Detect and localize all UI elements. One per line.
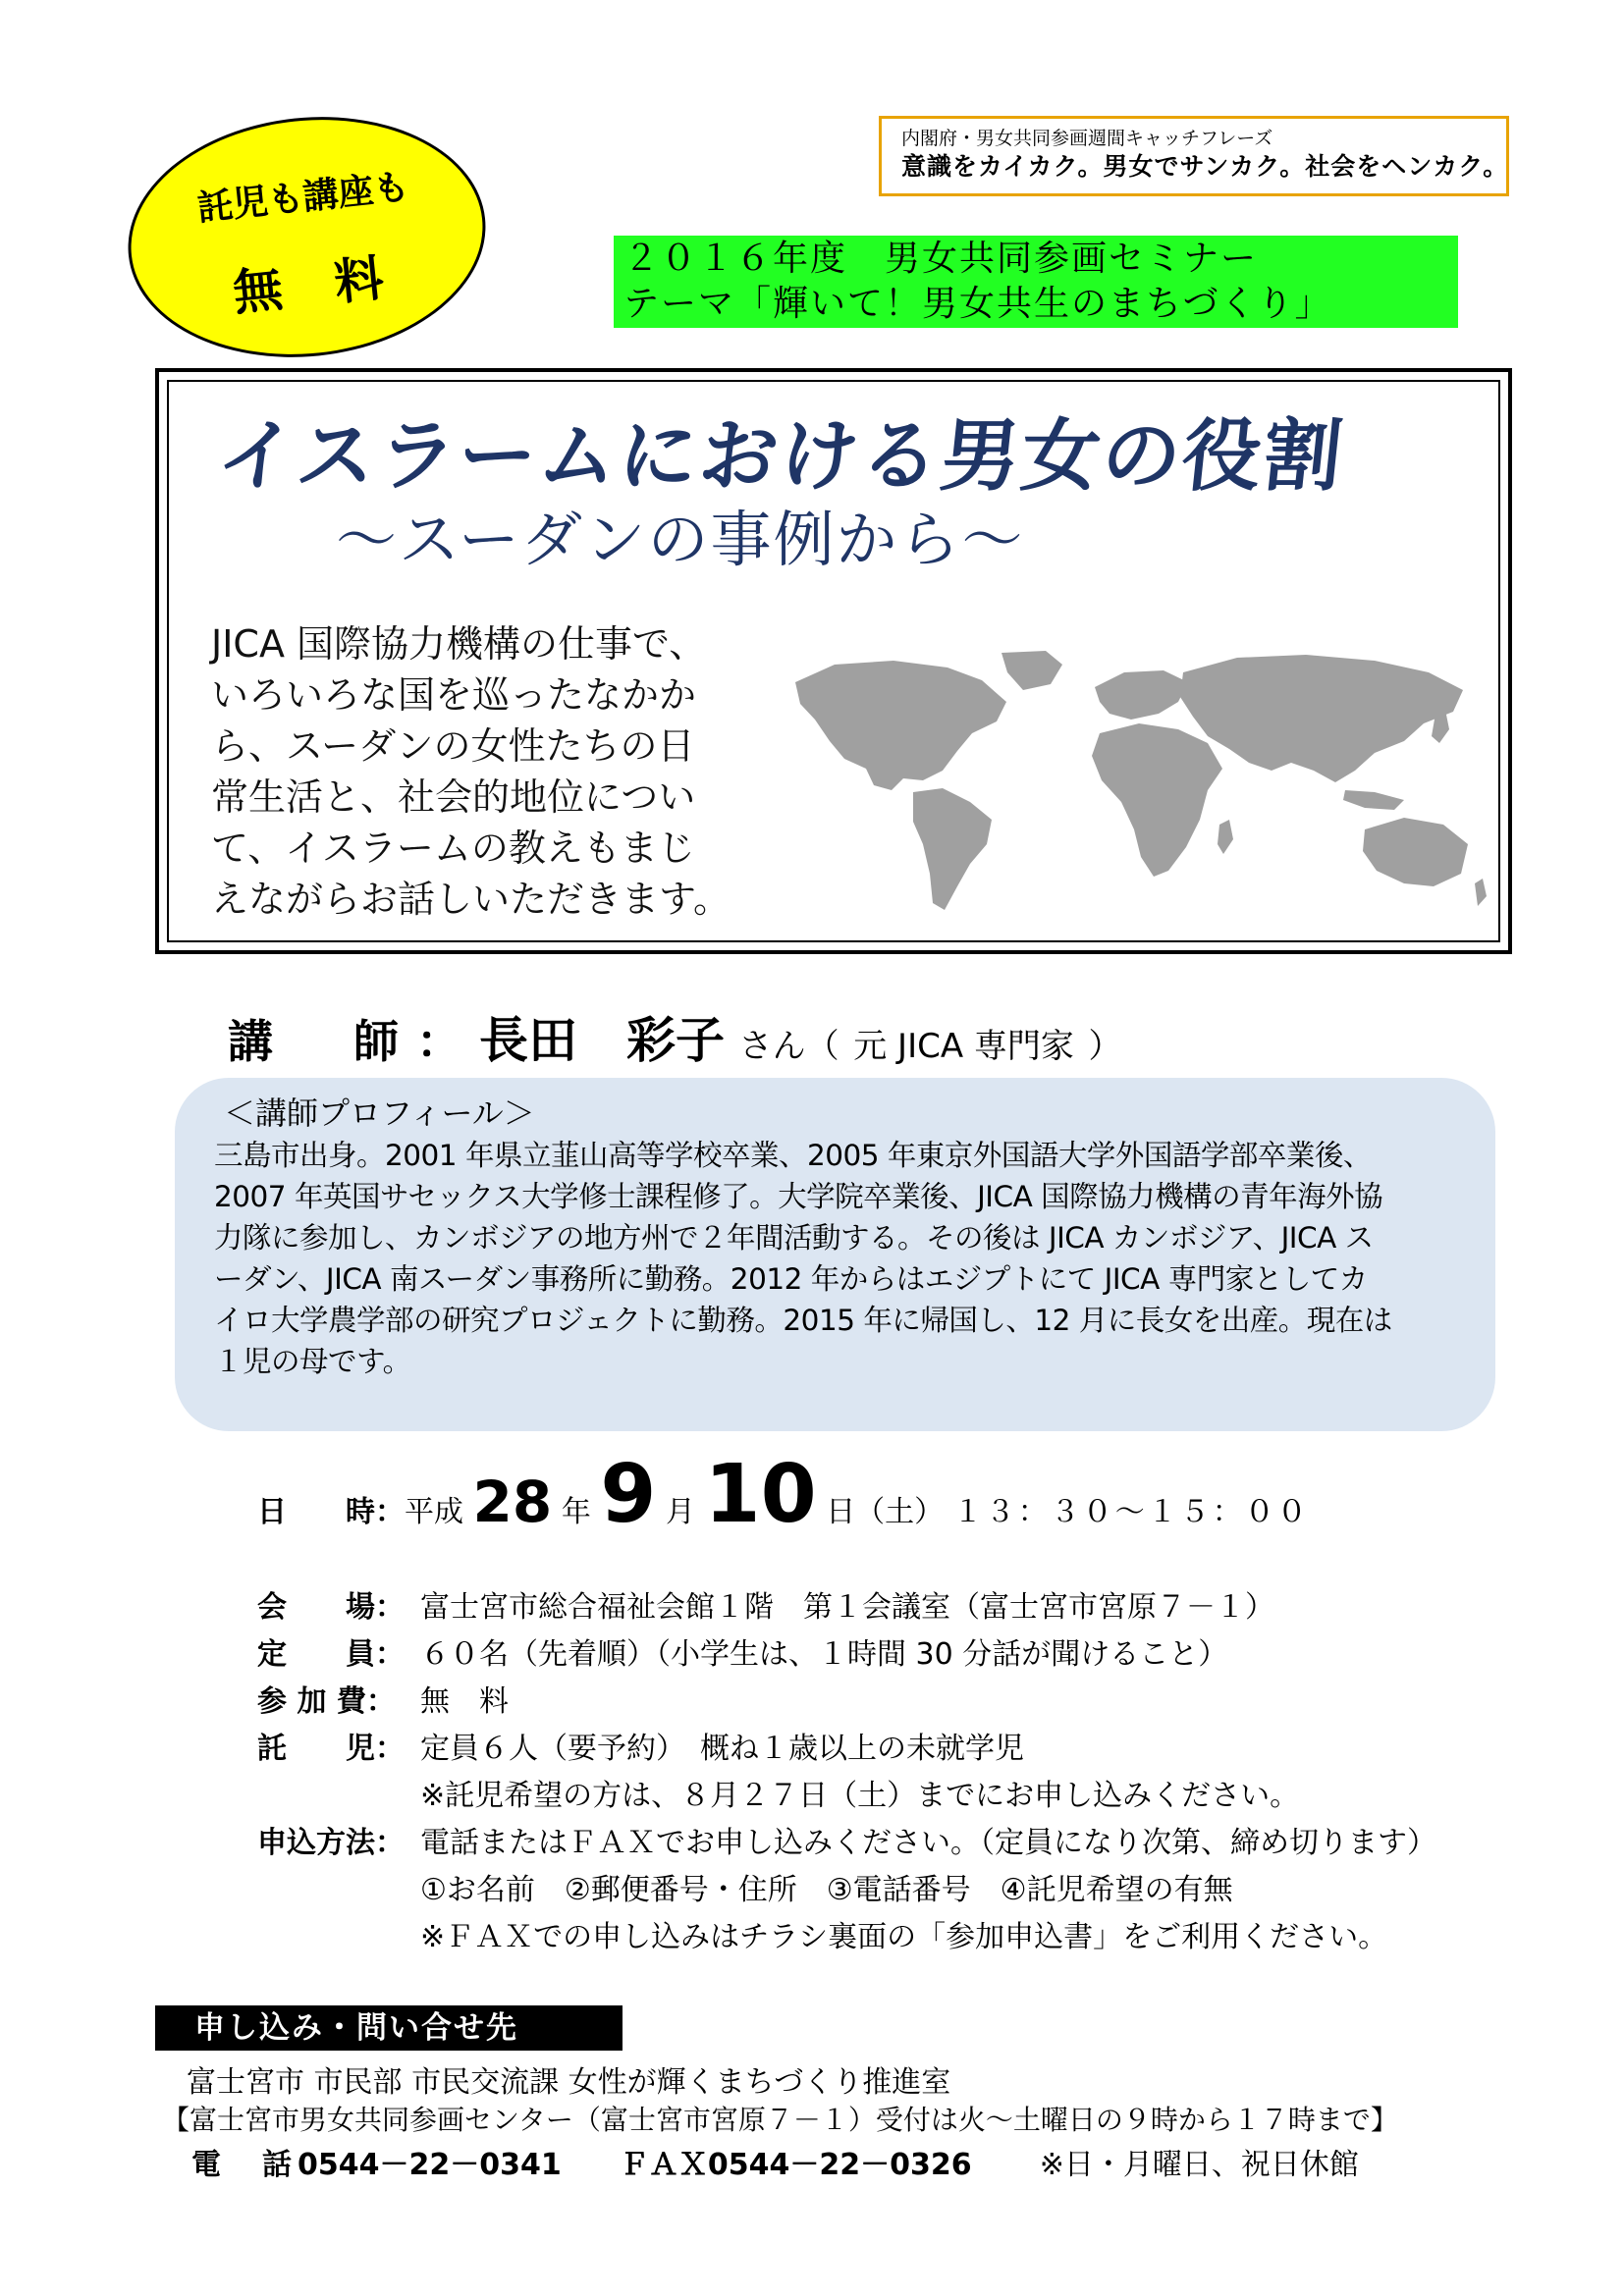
date-month: 9	[600, 1448, 657, 1541]
south-america-shape	[913, 788, 992, 910]
seminar-theme: テーマ「輝いて！男女共生のまちづくり」	[614, 281, 1458, 328]
contact-phone-row	[191, 2140, 1359, 2183]
main-subtitle: 〜スーダンの事例から〜	[336, 504, 1025, 575]
profile-box	[175, 1078, 1495, 1431]
date-colon: ：	[375, 1495, 405, 1529]
profile-line: 力隊に参加し、カンボジアの地方州で２年間活動する。その後は JICA カンボジア、JICA ス	[214, 1221, 1374, 1255]
australia-shape	[1363, 818, 1468, 886]
catchphrase-text: 意識をカイカク。男女でサンカク。社会をヘンカク。	[901, 152, 1509, 181]
date-time: １３：３０〜１５：００	[952, 1495, 1310, 1529]
date-row	[257, 1448, 1310, 1541]
phone-number: 0544－22－0341	[298, 2148, 562, 2182]
profile-line: 三島市出身。2001 年県立韮山高等学校卒業、2005 年東京外国語大学外国語学部卒業後、	[214, 1139, 1372, 1172]
intro-line: えながらお話しいただきます。	[211, 878, 731, 921]
apply-note: ※ＦＡＸでの申し込みはチラシ裏面の「参加申込書」をご利用ください。	[420, 1920, 1388, 1954]
africa-shape	[1092, 723, 1222, 877]
phone-label: 電 話	[191, 2148, 298, 2182]
closed-days-note: ※日・月曜日、祝日休館	[1039, 2148, 1359, 2182]
date-month-unit: 月	[665, 1495, 695, 1529]
free-badge-line2: 無 料	[230, 247, 405, 322]
world-map-icon	[776, 643, 1492, 923]
greenland-shape	[1001, 651, 1062, 690]
free-badge	[116, 100, 497, 375]
lecturer-label: 講 師：	[228, 1015, 479, 1068]
north-america-shape	[795, 661, 1006, 790]
intro-line: いろいろな国を巡ったなかか	[211, 673, 697, 717]
date-era: 平成	[405, 1495, 463, 1529]
europe-shape	[1095, 670, 1188, 720]
date-day-unit: 日（土）	[826, 1495, 945, 1529]
apply-value: 電話またはＦＡＸでお申し込みください。（定員になり次第、締め切ります）	[420, 1826, 1436, 1860]
capacity-label: 定 員：	[257, 1637, 405, 1672]
venue-label: 会 場：	[257, 1590, 405, 1625]
lecturer-affiliation: 元 JICA 専門家	[853, 1027, 1074, 1066]
main-title: イスラームにおける男女の役割	[212, 410, 1349, 502]
contact-heading: 申し込み・問い合せ先	[155, 2005, 623, 2051]
childcare-note: ※託児希望の方は、８月２７日（土）までにお申し込みください。	[420, 1779, 1300, 1813]
fax-label: ＦＡＸ	[619, 2148, 708, 2182]
capacity-value: ６０名（先着順）（小学生は、１時間 30 分話が聞けること）	[420, 1637, 1228, 1672]
free-badge-line1: 託児も講座も	[195, 166, 411, 230]
date-day: 10	[704, 1448, 817, 1541]
venue-value: 富士宮市総合福祉会館１階 第１会議室（富士宮市宮原７－１）	[420, 1590, 1274, 1625]
catchphrase-box	[879, 116, 1509, 196]
profile-line: １児の母です。	[214, 1345, 411, 1378]
profile-body	[214, 1135, 1466, 1382]
intro-line: 常生活と、社会的地位につい	[211, 775, 696, 819]
lecturer-close-paren: ）	[1088, 1027, 1122, 1066]
indonesia-shape	[1343, 790, 1404, 810]
intro-line: て、イスラームの教えもまじ	[211, 827, 695, 870]
childcare-value: 定員６人（要予約） 概ね１歳以上の未就学児	[420, 1732, 1024, 1766]
profile-line: 2007 年英国サセックス大学修士課程修了。大学院卒業後、JICA 国際協力機構の青年海外協	[214, 1180, 1383, 1213]
childcare-label: 託 児：	[257, 1732, 405, 1766]
fax-number: 0544－22－0326	[707, 2148, 972, 2182]
date-year: 28	[472, 1468, 553, 1535]
lecturer-name: 長田 彩子	[479, 1012, 725, 1069]
contact-department: 富士宮市 市民部 市民交流課 女性が輝くまちづくり推進室	[187, 2065, 951, 2100]
fee-value: 無 料	[420, 1684, 509, 1719]
intro-line: JICA 国際協力機構の仕事で、	[211, 622, 707, 666]
profile-line: イロ大学農学部の研究プロジェクトに勤務。2015 年に帰国し、12 月に長女を出産。現在は	[214, 1304, 1392, 1337]
contact-center: 【富士宮市男女共同参画センター（富士宮市宮原７－１）受付は火〜土曜日の９時から１７時まで】	[162, 2104, 1398, 2136]
apply-items: ①お名前 ②郵便番号・住所 ③電話番号 ④託児希望の有無	[420, 1873, 1233, 1907]
lecturer-honorific: さん（	[738, 1027, 839, 1066]
date-label: 日 時	[257, 1495, 375, 1529]
profile-heading: ＜講師プロフィール＞	[224, 1095, 535, 1132]
intro-line: ら、スーダンの女性たちの日	[211, 724, 695, 768]
date-year-unit: 年	[561, 1495, 591, 1529]
madagascar-shape	[1218, 820, 1233, 854]
intro-text	[211, 618, 761, 925]
catchphrase-heading: 内閣府・男女共同参画週間キャッチフレーズ	[901, 128, 1273, 149]
lecturer-line	[228, 1001, 1122, 1072]
fee-label: 参 加 費：	[257, 1684, 396, 1719]
profile-line: ーダン、JICA 南スーダン事務所に勤務。2012 年からはエジプトにて JICA 専門家としてカ	[214, 1262, 1368, 1296]
seminar-title: ２０１６年度 男女共同参画セミナー	[614, 236, 1458, 283]
apply-label: 申込方法：	[257, 1826, 405, 1860]
asia-shape	[1180, 655, 1463, 782]
new-zealand-shape	[1475, 879, 1487, 906]
